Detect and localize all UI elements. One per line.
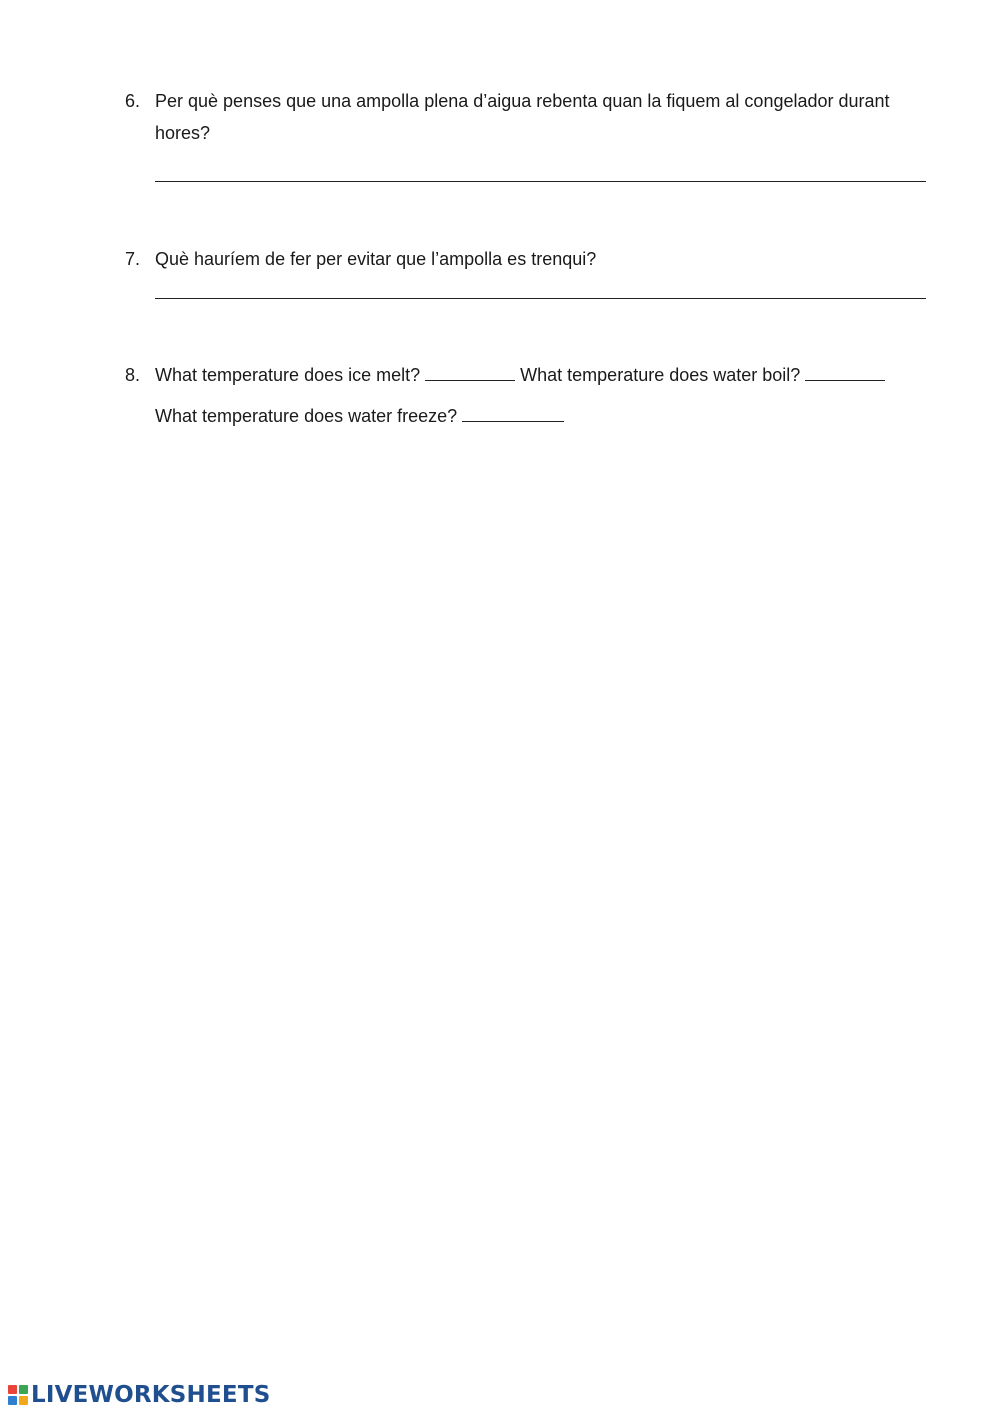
question-8-water-freeze-prompt: What temperature does water freeze? (155, 406, 458, 426)
logo-tile-1 (8, 1385, 17, 1394)
logo-tile-3 (8, 1396, 17, 1405)
question-8-line1 (155, 364, 885, 386)
question-7-number: 7. (125, 249, 141, 269)
question-8-water-boil-prompt: What temperature does water boil? (520, 365, 801, 385)
liveworksheets-logo (8, 1382, 270, 1408)
water-boil-answer-blank[interactable] (805, 364, 885, 381)
question-6-answer-line[interactable] (155, 181, 926, 182)
question-8-number: 8. (125, 365, 141, 385)
question-7-text: Què hauríem de fer per evitar que l’ampolla es trenqui? (155, 249, 597, 269)
water-freeze-answer-blank[interactable] (462, 405, 564, 422)
question-6-number: 6. (125, 91, 141, 111)
question-6-text-line1: Per què penses que una ampolla plena d’aigua rebenta quan la fiquem al congelador durant (155, 91, 890, 111)
logo-brand-text: LIVEWORKSHEETS (31, 1382, 271, 1408)
logo-tile-2 (19, 1385, 28, 1394)
question-8-ice-melt-prompt: What temperature does ice melt? (155, 365, 421, 385)
logo-tiles-icon (8, 1385, 28, 1405)
question-6-text-line2: hores? (155, 123, 211, 143)
logo-tile-4 (19, 1396, 28, 1405)
ice-melt-answer-blank[interactable] (425, 364, 515, 381)
question-8-line2 (155, 405, 564, 427)
question-7-answer-line[interactable] (155, 298, 926, 299)
